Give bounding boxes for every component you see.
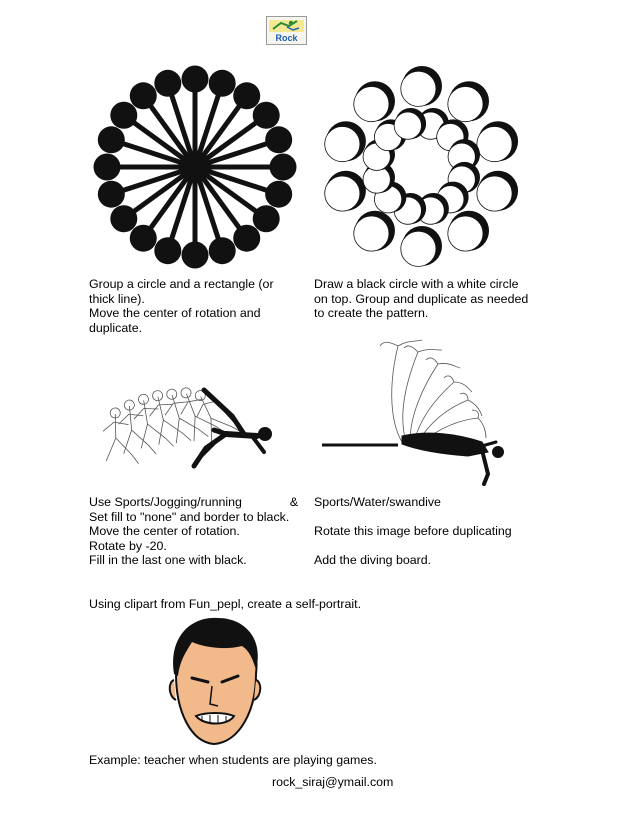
runner-instruction-line	[89, 495, 298, 510]
wheel-knob	[94, 154, 121, 181]
wheel-knob	[154, 70, 181, 97]
white-circle	[448, 216, 483, 251]
wheel-knob	[130, 225, 157, 252]
ring-instructions	[314, 277, 528, 321]
white-circle	[325, 126, 360, 161]
wheel-knob	[265, 181, 292, 208]
wheel-knob	[253, 205, 280, 232]
rock-logo	[266, 16, 307, 45]
runner-instruction-line: Fill in the last one with black.	[89, 553, 247, 568]
ring-instruction-line: Draw a black circle with a white circle	[314, 277, 519, 291]
runner-instruction-line: Rotate by -20.	[89, 538, 167, 553]
self-portrait-instruction: Using clipart from Fun_pepl, create a self-portrait.	[89, 597, 362, 611]
wheel-knob	[265, 126, 292, 153]
swandive-rotate-line: Rotate this image before duplicating	[314, 524, 512, 539]
wheel-hub	[183, 155, 207, 179]
wheel-knob	[98, 181, 125, 208]
wheel-knob	[182, 242, 209, 269]
circle-ring-pattern	[320, 62, 526, 272]
white-circle	[477, 176, 512, 211]
wheel-knob	[233, 225, 260, 252]
swandive-title: Sports/Water/swandive	[314, 495, 441, 509]
self-portrait-face	[166, 616, 264, 748]
white-circle	[354, 216, 389, 251]
wheel-knob	[270, 154, 297, 181]
swandive-sequence-figure	[318, 338, 504, 486]
self-portrait-example: Example: teacher when students are playing games.	[89, 753, 377, 767]
ring-instruction-line: to create the pattern.	[314, 306, 429, 321]
wheel-instruction-line: thick line).	[89, 291, 145, 306]
wheel-knob	[233, 82, 260, 109]
swandive-instructions	[314, 495, 512, 568]
wheel-instruction-line: Move the center of rotation and	[89, 306, 261, 321]
white-circle	[401, 231, 436, 266]
white-circle	[448, 86, 483, 121]
wheel-instruction-line: duplicate.	[89, 320, 143, 335]
runner-instruction-line: Set fill to "none" and border to black.	[89, 509, 290, 524]
white-circle	[325, 176, 360, 211]
runner-instructions	[89, 495, 298, 568]
wheel-knob	[98, 126, 125, 153]
author-email: rock_siraj@ymail.com	[272, 775, 394, 789]
wheel-knob	[209, 70, 236, 97]
wheel-knob	[154, 237, 181, 264]
wheel-knob	[209, 237, 236, 264]
wheel-knob	[110, 205, 137, 232]
ring-instruction-line: on top. Group and duplicate as needed	[314, 291, 529, 306]
white-circle	[394, 112, 421, 139]
wheel-knob	[130, 82, 157, 109]
wheel-knob	[110, 102, 137, 129]
wheel-instructions	[89, 277, 274, 335]
runner-instruction-text: Use Sports/Jogging/running	[89, 495, 242, 509]
white-circle	[477, 126, 512, 161]
wheel-instruction-line: Group a circle and a rectangle (or	[89, 277, 274, 291]
white-circle	[354, 86, 389, 121]
swandive-board-line: Add the diving board.	[314, 553, 432, 568]
runner-sequence-figure	[94, 378, 280, 476]
spoke-wheel-figure	[92, 64, 298, 270]
ampersand: &	[289, 495, 299, 509]
wheel-knob	[253, 102, 280, 129]
wheel-knob	[182, 66, 209, 93]
white-circle	[401, 71, 436, 106]
logo-text: Rock	[275, 33, 298, 43]
runner-instruction-line: Move the center of rotation.	[89, 524, 240, 539]
